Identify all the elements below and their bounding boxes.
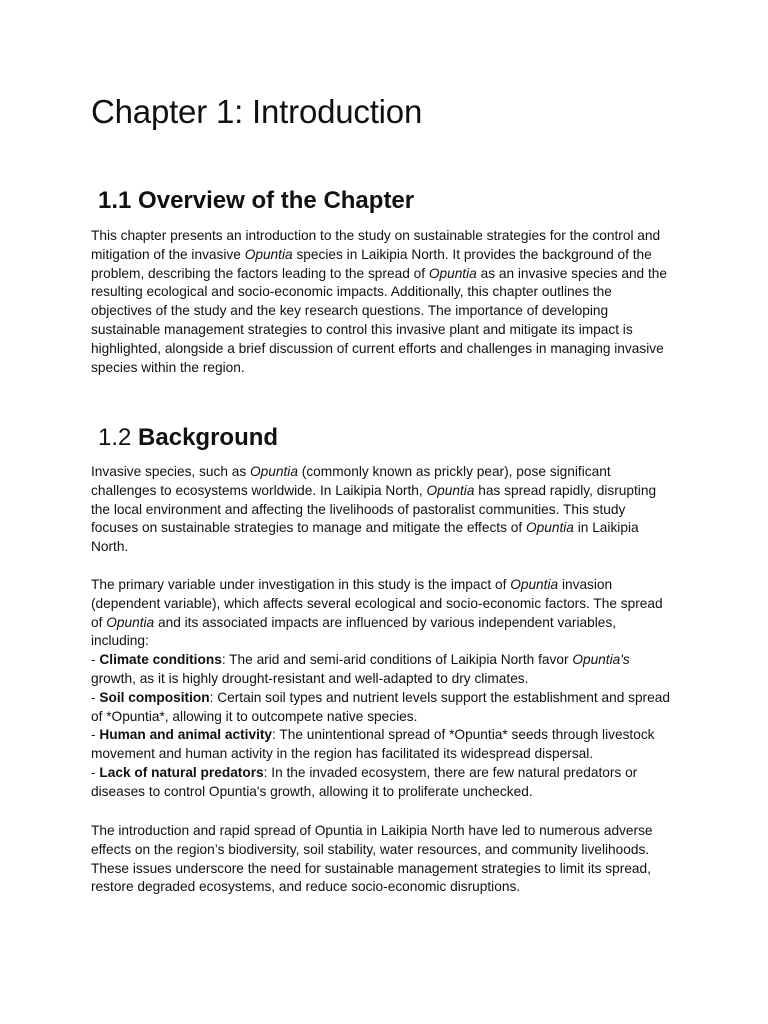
text-line — [91, 519, 691, 538]
text-run: The primary variable under investigation in this study is the impact of — [91, 577, 511, 592]
italic-text: Opuntia — [244, 246, 293, 262]
bold-text: Human and animal activity — [99, 727, 273, 743]
text-run: - — [91, 764, 100, 780]
text-run: problem, describing the factors leading to the spread of — [91, 265, 429, 281]
italic-text: Opuntia — [106, 614, 155, 630]
text-run: North. — [91, 539, 129, 555]
text-line — [91, 359, 691, 378]
italic-text: Opuntia's — [572, 652, 630, 668]
text-run: invasion — [558, 577, 613, 592]
text-line — [91, 708, 691, 727]
text-run: of — [91, 614, 107, 630]
bold-text: Climate conditions — [99, 652, 222, 668]
text-line — [91, 860, 691, 879]
section-heading-background — [98, 423, 278, 453]
text-line — [91, 841, 691, 860]
text-line — [91, 482, 691, 501]
text-run: growth, as it is highly drought-resistant and well-adapted to dry climates. — [91, 670, 529, 686]
text-run: : The unintentional spread of *Opuntia* seeds through livestock — [272, 727, 655, 743]
section-heading-overview — [98, 186, 414, 216]
text-line — [91, 878, 691, 897]
text-line — [91, 726, 691, 745]
text-run: - — [91, 727, 100, 743]
text-run: movement and human activity in the region has facilitated its widespread dispersal. — [91, 746, 594, 762]
text-run: mitigation of the invasive — [91, 246, 245, 262]
text-run: focuses on sustainable strategies to manage and mitigate the effects of — [91, 520, 526, 536]
text-line — [91, 822, 691, 841]
text-run: The introduction and rapid spread of Opuntia in Laikipia North have led to numerous adverse — [91, 823, 653, 838]
text-line — [91, 670, 691, 689]
overview-paragraph — [91, 227, 691, 377]
bold-text: Lack of natural predators — [99, 764, 264, 780]
text-run: of *Opuntia*, allowing it to outcompete native species. — [91, 708, 418, 724]
text-run: - — [91, 652, 100, 668]
text-line — [91, 321, 691, 340]
bold-text: Soil composition — [99, 689, 210, 705]
text-run: including: — [91, 633, 149, 649]
italic-text: Opuntia — [510, 577, 559, 592]
italic-text: Opuntia — [428, 265, 477, 281]
text-run: challenges to ecosystems worldwide. In Laikipia North, — [91, 482, 427, 498]
text-line — [91, 783, 691, 802]
text-run: the local environment and affecting the livelihoods of pastoralist communities. This study — [91, 501, 626, 517]
italic-text: Opuntia — [426, 482, 475, 498]
text-run: : In the invaded ecosystem, there are few natural predators or — [263, 764, 638, 780]
background-paragraph-3 — [91, 822, 691, 897]
text-run: as an invasive species and the — [476, 265, 668, 281]
text-run: : Certain soil types and nutrient levels support the establishment and spread — [209, 689, 670, 705]
text-line — [91, 227, 691, 246]
text-line — [91, 595, 691, 614]
section-number: 1.1 — [98, 187, 132, 214]
text-line — [91, 501, 691, 520]
section-number: 1.2 — [98, 424, 132, 451]
text-line — [91, 632, 691, 651]
text-line — [91, 302, 691, 321]
text-run: (dependent variable), which affects several ecological and socio-economic factors. The spread — [91, 595, 663, 611]
text-run: in Laikipia — [573, 520, 639, 536]
italic-text: Opuntia — [525, 520, 574, 536]
background-paragraph-2 — [91, 576, 691, 802]
text-line — [91, 538, 691, 557]
text-line — [91, 689, 691, 708]
text-run: effects on the region’s biodiversity, soil stability, water resources, and community livelihoods. — [91, 841, 650, 857]
text-run: - — [91, 689, 100, 705]
text-line — [91, 745, 691, 764]
text-run: restore degraded ecosystems, and reduce socio-economic disruptions. — [91, 879, 521, 895]
text-line — [91, 764, 691, 783]
text-line — [91, 283, 691, 302]
background-paragraph-1 — [91, 463, 691, 557]
text-line — [91, 651, 691, 670]
text-line — [91, 340, 691, 359]
text-line — [91, 246, 691, 265]
text-run: species in Laikipia North. It provides the background of the — [292, 246, 652, 262]
text-run: has spread rapidly, disrupting — [474, 482, 657, 498]
text-run: objectives of the study and the key research questions. The importance of developing — [91, 303, 609, 319]
text-line — [91, 463, 691, 482]
chapter-title: Chapter 1: Introduction — [91, 93, 423, 130]
section-title: Overview of the Chapter — [138, 187, 415, 214]
text-line — [91, 576, 691, 595]
text-run: highlighted, alongside a brief discussion of current efforts and challenges in managing invasive — [91, 340, 664, 356]
text-run: These issues underscore the need for sustainable management strategies to limit its spread, — [91, 860, 651, 876]
text-run: This chapter presents an introduction to the study on sustainable strategies for the control and — [91, 228, 661, 243]
text-run: resulting ecological and socio-economic impacts. Additionally, this chapter outlines the — [91, 284, 612, 300]
text-run: sustainable management strategies to control this invasive plant and mitigate its impact is — [91, 321, 633, 337]
text-run: Invasive species, such as — [91, 464, 251, 479]
text-line — [91, 614, 691, 633]
text-run: diseases to control Opuntia's growth, allowing it to proliferate unchecked. — [91, 783, 533, 799]
italic-text: Opuntia — [250, 464, 298, 479]
text-run: (commonly known as prickly pear), pose significant — [297, 464, 611, 479]
text-line — [91, 265, 691, 284]
text-run: : The arid and semi-arid conditions of Laikipia North favor — [221, 652, 573, 668]
section-title: Background — [138, 424, 279, 451]
text-run: species within the region. — [91, 359, 245, 375]
text-run: and its associated impacts are influenced by various independent variables, — [154, 614, 617, 630]
